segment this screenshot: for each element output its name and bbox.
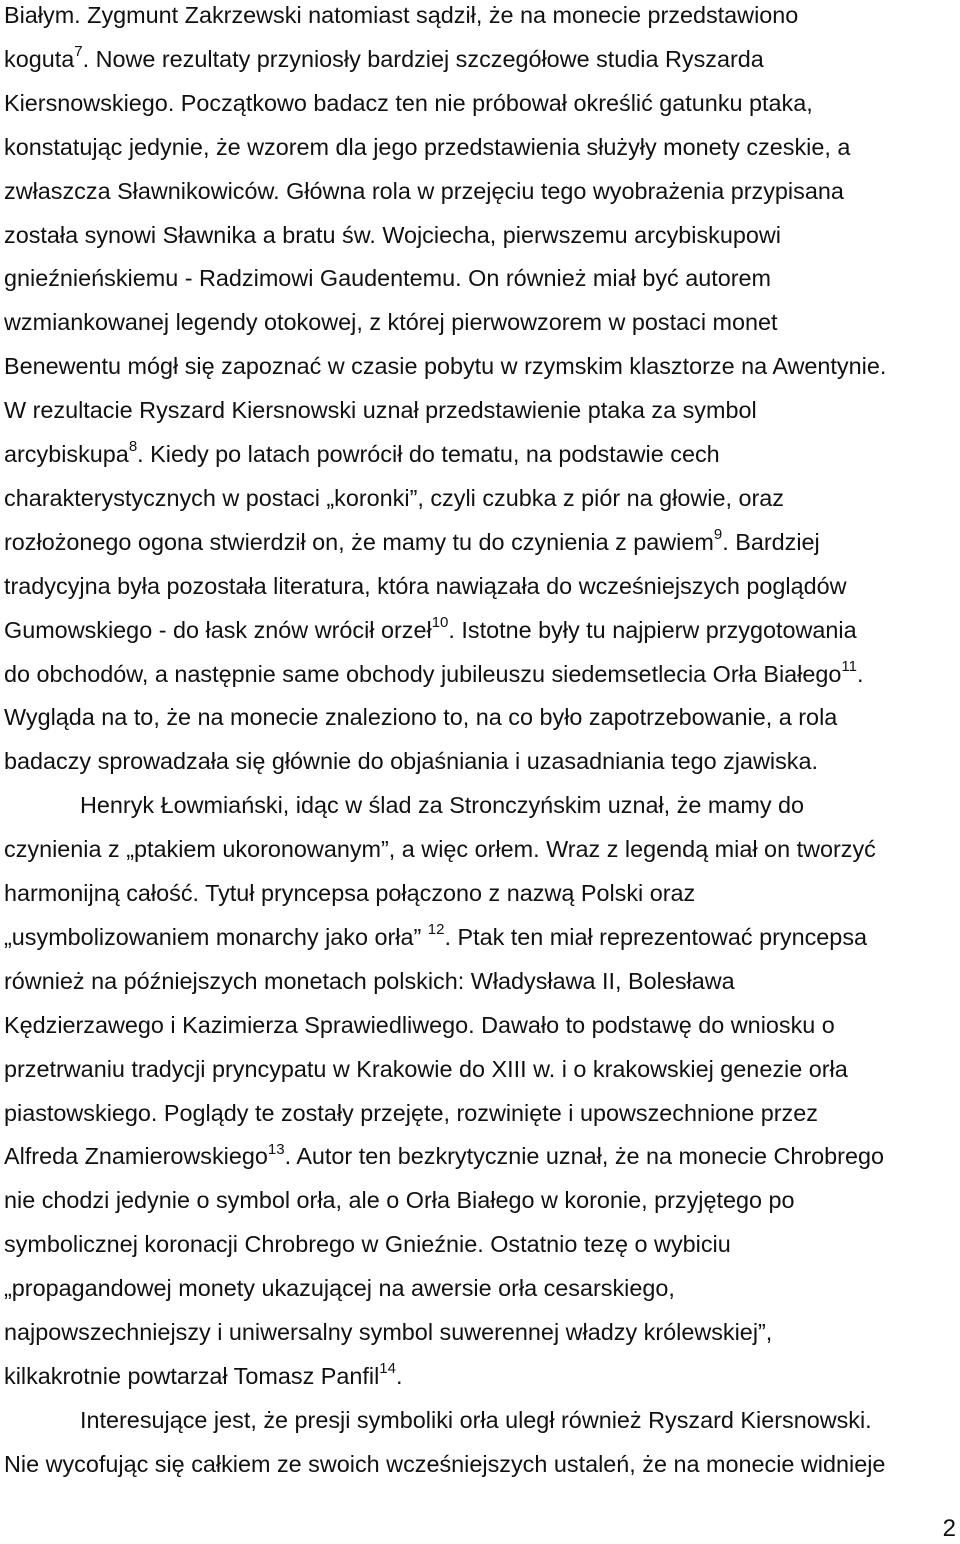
line-text: Nie wycofując się całkiem ze swoich wcześniejszych ustaleń, że na monecie widnieje (4, 1450, 886, 1477)
text-line (4, 1010, 835, 1040)
text-line (4, 834, 876, 864)
text-line (4, 44, 764, 74)
footnote-ref: 14 (379, 1360, 396, 1378)
text-line (4, 0, 798, 30)
text-line (4, 527, 820, 557)
text-line (4, 922, 867, 952)
line-text: najpowszechniejszy i uniwersalny symbol suwerennej władzy królewskiej”, (4, 1319, 773, 1345)
footnote-ref: 9 (713, 526, 723, 543)
line-text: Benewentu mógł się zapoznać w czasie pobytu w rzymskim klasztorze na Awentynie. (4, 353, 887, 380)
line-text-continued: . Nowe rezultaty przyniosły bardziej szczegółowe studia Ryszarda (82, 45, 764, 72)
text-line (4, 1449, 885, 1479)
line-text-continued: . Bardziej (722, 528, 820, 555)
text-line (4, 702, 837, 732)
line-text: tradycyjna była pozostała literatura, która nawiązała do wcześniejszych poglądów (4, 572, 847, 599)
page-number: 2 (942, 1515, 956, 1542)
text-line (4, 615, 857, 645)
line-text: piastowskiego. Poglądy te zostały przejęte, rozwinięte i upowszechnione przez (4, 1099, 818, 1126)
text-line (4, 571, 847, 601)
text-line (80, 1405, 872, 1435)
text-line (4, 263, 771, 293)
line-text: konstatując jedynie, że wzorem dla jego przedstawienia służyły monety czeskie, a (4, 133, 851, 160)
line-text: Henryk Łowmiański, idąc w ślad za Stronczyńskim uznał, że mamy do (80, 792, 805, 819)
line-text: wzmiankowanej legendy otokowej, z której pierwowzorem w postaci monet (4, 309, 778, 336)
text-line (4, 395, 757, 425)
text-line (4, 878, 695, 908)
line-text: rozłożonego ogona stwierdził on, że mamy tu do czynienia z pawiem (4, 528, 714, 555)
text-line (4, 1185, 795, 1215)
line-text-continued: . (395, 1362, 403, 1389)
line-text: „usymbolizowaniem monarchy jako orła” (4, 923, 428, 950)
line-text: charakterystycznych w postaci „koronki”, czyli czubka z piór na głowie, oraz (4, 484, 784, 511)
text-line (4, 1098, 818, 1128)
footnote-ref: 8 (128, 438, 138, 456)
footnote-ref: 7 (74, 43, 83, 61)
text-line (4, 659, 863, 689)
line-text: przetrwaniu tradycji pryncypatu w Krakowie do XIII w. i o krakowskiej genezie orła (4, 1055, 848, 1082)
line-text-continued: . Ptak ten miał reprezentować pryncepsa (444, 923, 868, 950)
line-text: gnieźnieńskiemu - Radzimowi Gaudentemu. On również miał być autorem (4, 265, 772, 292)
line-text: Alfreda Znamierowskiego (4, 1143, 268, 1170)
line-text: Gumowskiego - do łask znów wrócił orzeł (4, 616, 432, 643)
line-text-continued: . (856, 660, 864, 687)
text-line (4, 746, 818, 776)
text-line (4, 1273, 675, 1303)
line-text: do obchodów, a następnie same obchody jubileuszu siedemsetlecia Orła Białego (4, 660, 842, 687)
line-text: Kędzierzawego i Kazimierza Sprawiedliwego. Dawało to podstawę do wniosku o (4, 1011, 835, 1038)
text-line (4, 132, 850, 162)
footnote-ref: 13 (267, 1140, 285, 1158)
line-text-continued: . Kiedy po latach powrócił do tematu, na podstawie cech (137, 441, 720, 467)
text-line (80, 790, 804, 820)
line-text: zwłaszcza Sławnikowiców. Główna rola w przejęciu tego wyobrażenia przypisana (4, 177, 844, 204)
text-line (4, 1054, 848, 1084)
text-line (4, 966, 735, 996)
text-line (4, 88, 813, 118)
line-text: została synowi Sławnika a bratu św. Wojciecha, pierwszemu arcybiskupowi (4, 221, 781, 248)
text-line (4, 307, 778, 337)
line-text: Wygląda na to, że na monecie znaleziono to, na co było zapotrzebowanie, a rola (4, 704, 838, 731)
text-line (4, 1317, 772, 1347)
footnote-ref: 11 (841, 657, 857, 675)
line-text: kilkakrotnie powtarzał Tomasz Panfil (4, 1362, 380, 1389)
line-text: harmonijną całość. Tytuł pryncepsa połączono z nazwą Polski oraz (4, 880, 696, 906)
text-line (4, 220, 781, 250)
line-text: arcybiskupa (4, 441, 129, 467)
line-text: czynienia z „ptakiem ukoronowanym”, a więc orłem. Wraz z legendą miał on tworzyć (4, 836, 876, 863)
footnote-ref: 12 (427, 921, 445, 939)
line-text: również na późniejszych monetach polskich: Władysława II, Bolesława (4, 967, 735, 994)
text-line (4, 483, 784, 513)
text-line (4, 439, 720, 469)
text-line (4, 351, 886, 381)
line-text: Białym. Zygmunt Zakrzewski natomiast sądził, że na monecie przedstawiono (4, 2, 799, 28)
line-text-continued: . Istotne były tu najpierw przygotowania (448, 616, 857, 643)
line-text: „propagandowej monety ukazującej na awersie orła cesarskiego, (4, 1275, 675, 1302)
text-line (4, 1229, 731, 1259)
line-text: Kiersnowskiego. Początkowo badacz ten nie próbował określić gatunku ptaka, (4, 89, 813, 116)
line-text: symbolicznej koronacji Chrobrego w Gnieźnie. Ostatnio tezę o wybiciu (4, 1231, 731, 1258)
text-line (4, 176, 844, 206)
text-line (4, 1141, 884, 1171)
line-text: Interesujące jest, że presji symboliki orła uległ również Ryszard Kiersnowski. (80, 1406, 872, 1433)
line-text: W rezultacie Ryszard Kiersnowski uznał przedstawienie ptaka za symbol (4, 397, 757, 424)
text-line (4, 1361, 402, 1391)
line-text-continued: . Autor ten bezkrytycznie uznał, że na monecie Chrobrego (284, 1143, 884, 1170)
line-text: nie chodzi jedynie o symbol orła, ale o Orła Białego w koronie, przyjętego po (4, 1187, 795, 1214)
line-text: koguta (4, 45, 75, 72)
line-text: badaczy sprowadzała się głównie do objaśniania i uzasadniania tego zjawiska. (4, 748, 818, 775)
footnote-ref: 10 (431, 613, 449, 631)
